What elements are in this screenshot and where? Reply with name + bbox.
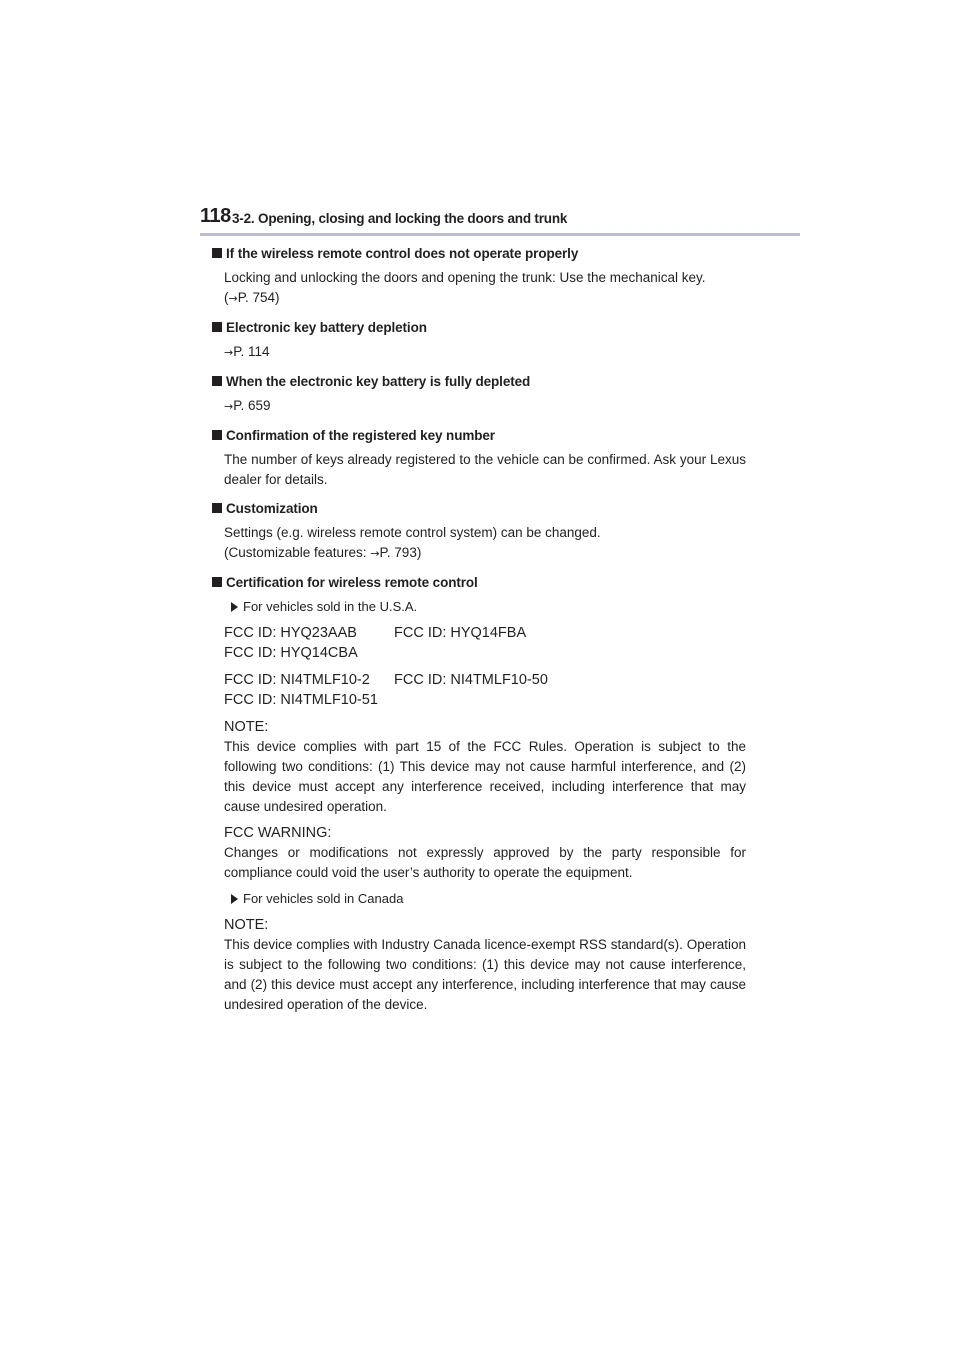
- square-bullet-icon: [212, 430, 222, 440]
- note-label: NOTE:: [224, 719, 269, 735]
- fcc-id-row: FCC ID: NI4TMLF10-51: [224, 692, 378, 708]
- section-battery-fully-depleted: [212, 372, 746, 417]
- warning-text: Changes or modifications not expressly approved by the party responsible for compliance could void the user’s authority to operate the equipment.: [224, 845, 746, 880]
- arrow-right-icon: →: [228, 292, 238, 305]
- section-heading: Customization: [212, 499, 746, 519]
- fcc-id-row: FCC ID: NI4TMLF10-2 FCC ID: NI4TMLF10-50: [224, 672, 548, 688]
- section-body: The number of keys already registered to the vehicle can be confirmed. Ask your Lexus dealer for details.: [224, 452, 746, 487]
- cross-reference: [224, 396, 746, 417]
- section-body: Locking and unlocking the doors and opening the trunk: Use the mechanical key. (→P. 754): [224, 270, 706, 305]
- note-text: This device complies with part 15 of the FCC Rules. Operation is subject to the following two conditions: (1) This device may not cause harmful interference, and (2) this device must accept any interference received, including interference that may cause undesired operation.: [224, 739, 746, 814]
- arrow-right-icon: →: [224, 400, 234, 413]
- fcc-id-group: [224, 670, 746, 710]
- section-heading: When the electronic key battery is fully depleted: [212, 372, 746, 392]
- page-number: 118: [200, 205, 231, 227]
- arrow-right-icon: →: [224, 346, 234, 359]
- section-customization: [212, 499, 746, 564]
- fcc-id-group: [224, 623, 746, 663]
- square-bullet-icon: [212, 503, 222, 513]
- section-heading: If the wireless remote control does not operate properly: [212, 244, 746, 264]
- section-remote-not-operating: [212, 244, 746, 309]
- section-body: Settings (e.g. wireless remote control system) can be changed. (Customizable features: →P. 793): [224, 525, 601, 560]
- page-content: [212, 244, 746, 1024]
- page-reference-link[interactable]: P. 754): [237, 290, 280, 305]
- canada-note-text: This device complies with Industry Canada licence-exempt RSS standard(s). Operation is subject to the following two conditions: (1) this device may not cause interference, and (2) this device must accept any interference, including interference that may cause undesired operation of the device.: [224, 937, 746, 1012]
- page-reference-link[interactable]: P. 114: [233, 344, 270, 359]
- arrow-right-icon: →: [370, 547, 380, 560]
- section-heading: Certification for wireless remote control: [212, 573, 746, 593]
- subheading-canada: For vehicles sold in Canada: [232, 889, 746, 909]
- subheading-usa: For vehicles sold in the U.S.A.: [232, 597, 746, 617]
- cross-reference: [224, 342, 746, 363]
- triangle-bullet-icon: [231, 602, 238, 612]
- page-reference-link[interactable]: P. 793): [379, 545, 422, 560]
- square-bullet-icon: [212, 376, 222, 386]
- square-bullet-icon: [212, 248, 222, 258]
- header-rule: [200, 233, 800, 236]
- section-heading: Confirmation of the registered key number: [212, 426, 746, 446]
- canada-note-label: NOTE:: [224, 917, 269, 933]
- section-battery-depletion: [212, 318, 746, 363]
- warning-label: FCC WARNING:: [224, 825, 332, 841]
- triangle-bullet-icon: [231, 894, 238, 904]
- page-reference-link[interactable]: P. 659: [233, 398, 271, 413]
- square-bullet-icon: [212, 577, 222, 587]
- section-registered-key-number: [212, 426, 746, 490]
- page-header: [200, 205, 800, 239]
- section-heading: Electronic key battery depletion: [212, 318, 746, 338]
- chapter-title: 3-2. Opening, closing and locking the doors and trunk: [232, 211, 568, 226]
- fcc-id-row: FCC ID: HYQ14CBA: [224, 645, 358, 661]
- square-bullet-icon: [212, 322, 222, 332]
- section-certification: [212, 573, 746, 1015]
- fcc-id-row: FCC ID: HYQ23AAB FCC ID: HYQ14FBA: [224, 625, 527, 641]
